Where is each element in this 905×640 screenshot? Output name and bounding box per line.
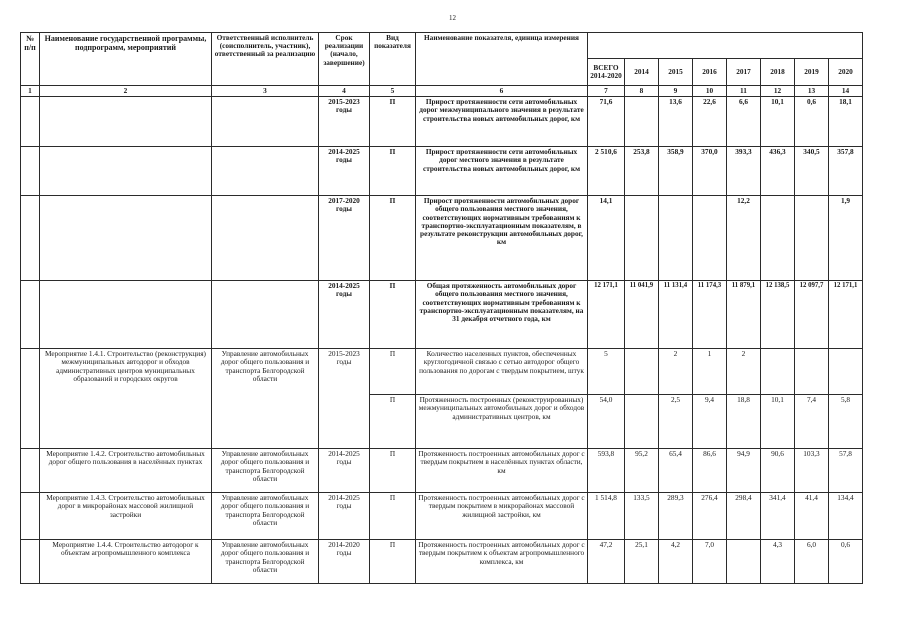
header-type: Вид показателя [370, 33, 416, 86]
row-value: 5,8 [829, 395, 863, 449]
row-value: 54,0 [588, 395, 625, 449]
row-type: П [370, 196, 416, 281]
row-value: 358,9 [659, 147, 693, 196]
row-value [795, 349, 829, 395]
row-value: 1,9 [829, 196, 863, 281]
row-value: 90,6 [761, 449, 795, 493]
col-number: 6 [416, 86, 588, 97]
row-value: 103,3 [795, 449, 829, 493]
row-value [795, 196, 829, 281]
row-name: Мероприятие 1.4.3. Строительство автомобильных дорог в микрорайонах массовой жилищной застройки [40, 493, 212, 540]
row-value: 12 138,5 [761, 281, 795, 349]
row-value: 133,5 [625, 493, 659, 540]
row-exec [212, 196, 319, 281]
row-type: П [370, 147, 416, 196]
col-number: 1 [21, 86, 40, 97]
row-term: 2014-2025 годы [319, 493, 370, 540]
row-value: 6,6 [727, 97, 761, 147]
header-year: 2015 [659, 59, 693, 86]
row-value: 4,3 [761, 540, 795, 584]
row-value [625, 196, 659, 281]
row-name [40, 97, 212, 147]
header-year: 2018 [761, 59, 795, 86]
header-term: Срок реализации (начало, завершение) [319, 33, 370, 86]
header-year: 2016 [693, 59, 727, 86]
indicators-table [20, 32, 863, 584]
row-value: 25,1 [625, 540, 659, 584]
header-year: ВСЕГО 2014-2020 [588, 59, 625, 86]
row-value: 41,4 [795, 493, 829, 540]
row-exec: Управление автомобильных дорог общего пользования и транспорта Белгородской области [212, 493, 319, 540]
row-type: П [370, 97, 416, 147]
row-value: 7,0 [693, 540, 727, 584]
row-value: 370,0 [693, 147, 727, 196]
table-row [21, 493, 863, 540]
row-no [21, 493, 40, 540]
col-number: 13 [795, 86, 829, 97]
row-value [659, 196, 693, 281]
row-value [693, 196, 727, 281]
page-number: 12 [449, 14, 456, 22]
row-indicator: Прирост протяженности автомобильных дорог общего пользования местного значения, соответствующих нормативным требованиям к транспортно-эксплуатационным показателям, в результате реконструкции автомобильных дорог, км [416, 196, 588, 281]
row-no [21, 97, 40, 147]
row-value: 289,3 [659, 493, 693, 540]
table-row [21, 349, 863, 395]
row-value [625, 97, 659, 147]
row-indicator: Прирост протяженности сети автомобильных дорог местного значения в результате строительства новых автомобильных дорог, км [416, 147, 588, 196]
row-value: 6,0 [795, 540, 829, 584]
row-value: 94,9 [727, 449, 761, 493]
row-value: 18,8 [727, 395, 761, 449]
table-row [21, 449, 863, 493]
header-year: 2017 [727, 59, 761, 86]
table-row [21, 97, 863, 147]
row-exec: Управление автомобильных дорог общего пользования и транспорта Белгородской области [212, 449, 319, 493]
header-name: Наименование государственной программы, подпрограмм, мероприятий [40, 33, 212, 86]
row-value: 1 [693, 349, 727, 395]
row-value [727, 540, 761, 584]
row-value: 12 171,1 [829, 281, 863, 349]
row-value: 436,3 [761, 147, 795, 196]
row-term: 2014-2025 годы [319, 281, 370, 349]
row-value: 9,4 [693, 395, 727, 449]
row-term: 2015-2023 годы [319, 349, 370, 449]
row-term: 2015-2023 годы [319, 97, 370, 147]
row-value [761, 349, 795, 395]
header-indicator: Наименование показателя, единица измерения [416, 33, 588, 86]
header-years-group [588, 33, 863, 59]
row-name: Мероприятие 1.4.4. Строительство автодорог к объектам агропромышленного комплекса [40, 540, 212, 584]
row-name: Мероприятие 1.4.1. Строительство (реконструкция) межмуниципальных автодорог и обходов административных центров муниципальных образований и городских округов [40, 349, 212, 449]
row-value: 276,4 [693, 493, 727, 540]
row-value: 134,4 [829, 493, 863, 540]
row-type: П [370, 449, 416, 493]
column-numbers-row [21, 86, 863, 97]
row-exec [212, 281, 319, 349]
row-value: 0,6 [829, 540, 863, 584]
row-value: 593,8 [588, 449, 625, 493]
row-name [40, 147, 212, 196]
col-number: 8 [625, 86, 659, 97]
col-number: 9 [659, 86, 693, 97]
row-value: 1 514,8 [588, 493, 625, 540]
row-term: 2014-2025 годы [319, 147, 370, 196]
header-row [21, 33, 863, 59]
row-name: Мероприятие 1.4.2. Строительство автомобильных дорог общего пользования в населённых пунктах [40, 449, 212, 493]
col-number: 12 [761, 86, 795, 97]
header-exec: Ответственный исполнитель (соисполнитель, участник), ответственный за реализацию [212, 33, 319, 86]
row-type: П [370, 493, 416, 540]
row-value: 253,8 [625, 147, 659, 196]
row-value: 340,5 [795, 147, 829, 196]
row-value: 65,4 [659, 449, 693, 493]
col-number: 11 [727, 86, 761, 97]
row-value: 13,6 [659, 97, 693, 147]
row-indicator: Общая протяженность автомобильных дорог общего пользования местного значения, соответствующих нормативным требованиям к транспортно-эксплуатационным показателям, на 31 декабря отчетного года, км [416, 281, 588, 349]
row-value: 11 879,1 [727, 281, 761, 349]
col-number: 14 [829, 86, 863, 97]
row-indicator: Прирост протяженности сети автомобильных дорог межмуниципального значения в результате строительства новых автомобильных дорог, км [416, 97, 588, 147]
row-term: 2014-2025 годы [319, 449, 370, 493]
row-term: 2017-2020 годы [319, 196, 370, 281]
row-value: 7,4 [795, 395, 829, 449]
row-exec [212, 147, 319, 196]
row-no [21, 196, 40, 281]
row-value: 0,6 [795, 97, 829, 147]
row-value [761, 196, 795, 281]
row-value: 12,2 [727, 196, 761, 281]
row-term: 2014-2020 годы [319, 540, 370, 584]
row-value: 341,4 [761, 493, 795, 540]
table-row [21, 281, 863, 349]
header-year: 2019 [795, 59, 829, 86]
row-indicator: Протяженность построенных автомобильных дорог с твердым покрытием в микрорайонах массовой жилищной застройки, км [416, 493, 588, 540]
row-exec: Управление автомобильных дорог общего пользования и транспорта Белгородской области [212, 540, 319, 584]
row-value: 18,1 [829, 97, 863, 147]
row-name [40, 281, 212, 349]
row-no [21, 281, 40, 349]
col-number: 3 [212, 86, 319, 97]
col-number: 4 [319, 86, 370, 97]
row-value: 4,2 [659, 540, 693, 584]
row-indicator: Количество населенных пунктов, обеспеченных круглогодичной связью с сетью автодорог общего пользования по дорогам с твердым покрытием, штук [416, 349, 588, 395]
row-value: 2 510,6 [588, 147, 625, 196]
col-number: 5 [370, 86, 416, 97]
row-value: 71,6 [588, 97, 625, 147]
row-value: 10,1 [761, 97, 795, 147]
row-type: П [370, 349, 416, 395]
table-row [21, 147, 863, 196]
row-value: 5 [588, 349, 625, 395]
row-value: 393,3 [727, 147, 761, 196]
row-value [829, 349, 863, 395]
col-number: 7 [588, 86, 625, 97]
col-number: 10 [693, 86, 727, 97]
header-year: 2014 [625, 59, 659, 86]
row-value: 2,5 [659, 395, 693, 449]
table-row [21, 540, 863, 584]
row-value: 2 [727, 349, 761, 395]
header-no: № п/п [21, 33, 40, 86]
row-value: 14,1 [588, 196, 625, 281]
row-type: П [370, 540, 416, 584]
row-value: 12 097,7 [795, 281, 829, 349]
row-no [21, 449, 40, 493]
row-value: 11 041,9 [625, 281, 659, 349]
col-number: 2 [40, 86, 212, 97]
table-row [21, 196, 863, 281]
row-value: 2 [659, 349, 693, 395]
row-value [625, 395, 659, 449]
row-value: 86,6 [693, 449, 727, 493]
row-value: 10,1 [761, 395, 795, 449]
row-no [21, 540, 40, 584]
row-value: 12 171,1 [588, 281, 625, 349]
row-value: 298,4 [727, 493, 761, 540]
row-type: П [370, 395, 416, 449]
row-exec [212, 97, 319, 147]
row-indicator: Протяженность построенных автомобильных дорог с твердым покрытием в населённых пунктах области, км [416, 449, 588, 493]
row-value: 57,8 [829, 449, 863, 493]
row-no [21, 147, 40, 196]
row-value [625, 349, 659, 395]
row-indicator: Протяженность построенных автомобильных дорог с твердым покрытием к объектам агропромышленного комплекса, км [416, 540, 588, 584]
row-value: 47,2 [588, 540, 625, 584]
row-no [21, 349, 40, 449]
row-value: 11 131,4 [659, 281, 693, 349]
row-value: 95,2 [625, 449, 659, 493]
header-year: 2020 [829, 59, 863, 86]
row-value: 11 174,3 [693, 281, 727, 349]
row-value: 22,6 [693, 97, 727, 147]
row-name [40, 196, 212, 281]
row-exec: Управление автомобильных дорог общего пользования и транспорта Белгородской области [212, 349, 319, 449]
row-indicator: Протяженность построенных (реконструированных) межмуниципальных автомобильных дорог и обходов административных центров, км [416, 395, 588, 449]
row-type: П [370, 281, 416, 349]
row-value: 357,8 [829, 147, 863, 196]
